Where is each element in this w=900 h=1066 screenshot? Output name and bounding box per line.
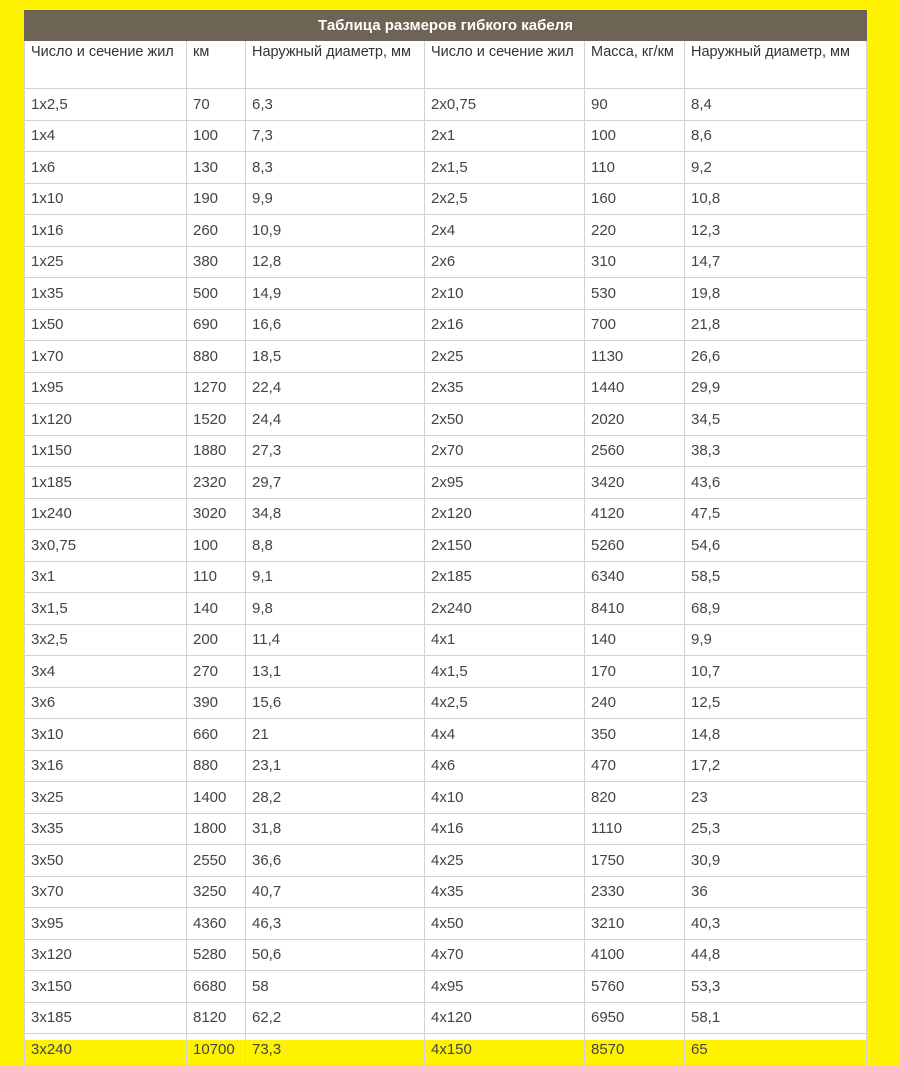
cell-outer-diameter-1: 73,3 bbox=[246, 1034, 425, 1066]
cell-outer-diameter-2: 58,1 bbox=[685, 1002, 867, 1034]
table-row bbox=[25, 845, 867, 877]
cell-outer-diameter-2: 17,2 bbox=[685, 750, 867, 782]
cell-outer-diameter-1: 11,4 bbox=[246, 624, 425, 656]
cell-mass: 2020 bbox=[585, 404, 685, 436]
cell-outer-diameter-1: 10,9 bbox=[246, 215, 425, 247]
cell-km: 380 bbox=[187, 246, 246, 278]
cell-km: 880 bbox=[187, 750, 246, 782]
table-row bbox=[25, 782, 867, 814]
cell-mass: 310 bbox=[585, 246, 685, 278]
table-title-row bbox=[25, 11, 867, 41]
cell-mass: 220 bbox=[585, 215, 685, 247]
cell-cores-section-1: 3x150 bbox=[25, 971, 187, 1003]
cell-mass: 3420 bbox=[585, 467, 685, 499]
cell-cores-section-1: 3x0,75 bbox=[25, 530, 187, 562]
cell-cores-section-1: 3x6 bbox=[25, 687, 187, 719]
cell-outer-diameter-2: 30,9 bbox=[685, 845, 867, 877]
cell-km: 70 bbox=[187, 89, 246, 121]
cell-km: 4360 bbox=[187, 908, 246, 940]
cell-cores-section-2: 4x25 bbox=[425, 845, 585, 877]
cell-outer-diameter-2: 9,2 bbox=[685, 152, 867, 184]
cell-km: 200 bbox=[187, 624, 246, 656]
cell-mass: 4120 bbox=[585, 498, 685, 530]
cell-cores-section-2: 4x35 bbox=[425, 876, 585, 908]
cell-mass: 100 bbox=[585, 120, 685, 152]
cell-cores-section-1: 1x50 bbox=[25, 309, 187, 341]
cable-size-table bbox=[24, 10, 867, 1066]
cell-cores-section-1: 3x10 bbox=[25, 719, 187, 751]
table-row bbox=[25, 719, 867, 751]
cell-cores-section-1: 3x1,5 bbox=[25, 593, 187, 625]
cell-outer-diameter-2: 36 bbox=[685, 876, 867, 908]
cell-km: 5280 bbox=[187, 939, 246, 971]
cell-cores-section-2: 2x120 bbox=[425, 498, 585, 530]
cell-km: 260 bbox=[187, 215, 246, 247]
table-row bbox=[25, 467, 867, 499]
cell-cores-section-2: 2x25 bbox=[425, 341, 585, 373]
cell-km: 2550 bbox=[187, 845, 246, 877]
cell-outer-diameter-2: 9,9 bbox=[685, 624, 867, 656]
cell-outer-diameter-2: 34,5 bbox=[685, 404, 867, 436]
cell-mass: 470 bbox=[585, 750, 685, 782]
table-row bbox=[25, 183, 867, 215]
cell-cores-section-2: 2x2,5 bbox=[425, 183, 585, 215]
cell-mass: 1110 bbox=[585, 813, 685, 845]
cell-mass: 1130 bbox=[585, 341, 685, 373]
cell-mass: 240 bbox=[585, 687, 685, 719]
cell-cores-section-2: 4x95 bbox=[425, 971, 585, 1003]
cell-mass: 700 bbox=[585, 309, 685, 341]
cell-outer-diameter-1: 28,2 bbox=[246, 782, 425, 814]
cell-cores-section-2: 2x35 bbox=[425, 372, 585, 404]
cell-cores-section-1: 1x95 bbox=[25, 372, 187, 404]
cell-outer-diameter-2: 12,5 bbox=[685, 687, 867, 719]
cell-cores-section-2: 4x120 bbox=[425, 1002, 585, 1034]
cell-cores-section-1: 1x70 bbox=[25, 341, 187, 373]
cell-mass: 170 bbox=[585, 656, 685, 688]
cell-mass: 2560 bbox=[585, 435, 685, 467]
cell-outer-diameter-2: 10,8 bbox=[685, 183, 867, 215]
cell-km: 3250 bbox=[187, 876, 246, 908]
cell-outer-diameter-1: 15,6 bbox=[246, 687, 425, 719]
table-row bbox=[25, 624, 867, 656]
cell-outer-diameter-2: 8,6 bbox=[685, 120, 867, 152]
cell-outer-diameter-1: 16,6 bbox=[246, 309, 425, 341]
cell-cores-section-2: 2x150 bbox=[425, 530, 585, 562]
header-cores-section-2: Число и сечение жил bbox=[425, 41, 585, 89]
cell-mass: 8410 bbox=[585, 593, 685, 625]
cell-outer-diameter-1: 9,9 bbox=[246, 183, 425, 215]
header-km: км bbox=[187, 41, 246, 89]
cell-km: 1400 bbox=[187, 782, 246, 814]
cell-cores-section-1: 1x240 bbox=[25, 498, 187, 530]
table-row bbox=[25, 1034, 867, 1066]
cell-outer-diameter-1: 24,4 bbox=[246, 404, 425, 436]
cell-outer-diameter-2: 19,8 bbox=[685, 278, 867, 310]
cell-outer-diameter-1: 58 bbox=[246, 971, 425, 1003]
table-row bbox=[25, 152, 867, 184]
cell-cores-section-2: 4x4 bbox=[425, 719, 585, 751]
cell-mass: 1750 bbox=[585, 845, 685, 877]
cell-cores-section-1: 1x2,5 bbox=[25, 89, 187, 121]
cell-cores-section-1: 1x6 bbox=[25, 152, 187, 184]
cell-cores-section-2: 2x10 bbox=[425, 278, 585, 310]
cell-outer-diameter-2: 58,5 bbox=[685, 561, 867, 593]
header-outer-diameter-2: Наружный диаметр, мм bbox=[685, 41, 867, 89]
cell-cores-section-2: 2x1 bbox=[425, 120, 585, 152]
cell-outer-diameter-2: 68,9 bbox=[685, 593, 867, 625]
cell-outer-diameter-1: 29,7 bbox=[246, 467, 425, 499]
cell-km: 2320 bbox=[187, 467, 246, 499]
cell-cores-section-1: 1x25 bbox=[25, 246, 187, 278]
cell-outer-diameter-2: 26,6 bbox=[685, 341, 867, 373]
cell-outer-diameter-2: 65 bbox=[685, 1034, 867, 1066]
table-row bbox=[25, 215, 867, 247]
cell-outer-diameter-2: 8,4 bbox=[685, 89, 867, 121]
cell-cores-section-1: 1x150 bbox=[25, 435, 187, 467]
cell-cores-section-1: 3x50 bbox=[25, 845, 187, 877]
cell-cores-section-1: 1x10 bbox=[25, 183, 187, 215]
cell-mass: 530 bbox=[585, 278, 685, 310]
cell-outer-diameter-1: 23,1 bbox=[246, 750, 425, 782]
table-row bbox=[25, 435, 867, 467]
cell-outer-diameter-2: 29,9 bbox=[685, 372, 867, 404]
cell-mass: 140 bbox=[585, 624, 685, 656]
cell-cores-section-1: 3x120 bbox=[25, 939, 187, 971]
cell-cores-section-2: 4x10 bbox=[425, 782, 585, 814]
cell-outer-diameter-1: 46,3 bbox=[246, 908, 425, 940]
table-row bbox=[25, 561, 867, 593]
cell-cores-section-1: 3x2,5 bbox=[25, 624, 187, 656]
cell-cores-section-2: 2x50 bbox=[425, 404, 585, 436]
cell-outer-diameter-2: 12,3 bbox=[685, 215, 867, 247]
table-row bbox=[25, 278, 867, 310]
cell-mass: 820 bbox=[585, 782, 685, 814]
cell-km: 140 bbox=[187, 593, 246, 625]
cell-outer-diameter-1: 62,2 bbox=[246, 1002, 425, 1034]
cell-km: 10700 bbox=[187, 1034, 246, 1066]
table-header-row bbox=[25, 41, 867, 89]
cell-outer-diameter-1: 7,3 bbox=[246, 120, 425, 152]
cell-outer-diameter-2: 10,7 bbox=[685, 656, 867, 688]
cell-outer-diameter-1: 18,5 bbox=[246, 341, 425, 373]
cell-outer-diameter-1: 6,3 bbox=[246, 89, 425, 121]
cell-cores-section-1: 1x16 bbox=[25, 215, 187, 247]
table-row bbox=[25, 530, 867, 562]
cell-km: 100 bbox=[187, 120, 246, 152]
table-row bbox=[25, 939, 867, 971]
cell-outer-diameter-2: 14,7 bbox=[685, 246, 867, 278]
table-body bbox=[25, 89, 867, 1066]
cell-km: 6680 bbox=[187, 971, 246, 1003]
cell-cores-section-2: 2x185 bbox=[425, 561, 585, 593]
table-row bbox=[25, 498, 867, 530]
cell-cores-section-2: 2x95 bbox=[425, 467, 585, 499]
table-row bbox=[25, 309, 867, 341]
cell-outer-diameter-2: 21,8 bbox=[685, 309, 867, 341]
cell-km: 500 bbox=[187, 278, 246, 310]
table-row bbox=[25, 908, 867, 940]
cell-cores-section-2: 2x70 bbox=[425, 435, 585, 467]
cell-outer-diameter-2: 23 bbox=[685, 782, 867, 814]
table-row bbox=[25, 876, 867, 908]
table-row bbox=[25, 246, 867, 278]
cell-cores-section-2: 4x150 bbox=[425, 1034, 585, 1066]
cell-outer-diameter-1: 8,8 bbox=[246, 530, 425, 562]
cell-cores-section-2: 2x4 bbox=[425, 215, 585, 247]
cell-cores-section-2: 4x50 bbox=[425, 908, 585, 940]
header-outer-diameter-1: Наружный диаметр, мм bbox=[246, 41, 425, 89]
cell-cores-section-1: 3x16 bbox=[25, 750, 187, 782]
cell-outer-diameter-1: 34,8 bbox=[246, 498, 425, 530]
cell-outer-diameter-1: 9,8 bbox=[246, 593, 425, 625]
cell-cores-section-2: 2x1,5 bbox=[425, 152, 585, 184]
cell-cores-section-2: 2x6 bbox=[425, 246, 585, 278]
table-row bbox=[25, 656, 867, 688]
cell-km: 1880 bbox=[187, 435, 246, 467]
cell-cores-section-1: 3x25 bbox=[25, 782, 187, 814]
table-row bbox=[25, 341, 867, 373]
cell-mass: 4100 bbox=[585, 939, 685, 971]
cell-km: 390 bbox=[187, 687, 246, 719]
cell-cores-section-2: 2x0,75 bbox=[425, 89, 585, 121]
cell-km: 880 bbox=[187, 341, 246, 373]
cell-km: 660 bbox=[187, 719, 246, 751]
cell-cores-section-2: 2x240 bbox=[425, 593, 585, 625]
cell-outer-diameter-2: 25,3 bbox=[685, 813, 867, 845]
cell-mass: 6950 bbox=[585, 1002, 685, 1034]
table-title: Таблица размеров гибкого кабеля bbox=[25, 11, 867, 41]
cell-outer-diameter-1: 27,3 bbox=[246, 435, 425, 467]
table-row bbox=[25, 372, 867, 404]
cell-mass: 110 bbox=[585, 152, 685, 184]
table-row bbox=[25, 750, 867, 782]
cell-outer-diameter-1: 31,8 bbox=[246, 813, 425, 845]
cell-mass: 5260 bbox=[585, 530, 685, 562]
cell-cores-section-1: 3x240 bbox=[25, 1034, 187, 1066]
cell-km: 1270 bbox=[187, 372, 246, 404]
cell-outer-diameter-2: 14,8 bbox=[685, 719, 867, 751]
cell-km: 3020 bbox=[187, 498, 246, 530]
cell-cores-section-1: 3x1 bbox=[25, 561, 187, 593]
cell-km: 8120 bbox=[187, 1002, 246, 1034]
cell-outer-diameter-1: 8,3 bbox=[246, 152, 425, 184]
cell-outer-diameter-1: 13,1 bbox=[246, 656, 425, 688]
header-cores-section-1: Число и сечение жил bbox=[25, 41, 187, 89]
cell-km: 130 bbox=[187, 152, 246, 184]
cable-size-table-container bbox=[24, 10, 866, 1058]
table-row bbox=[25, 593, 867, 625]
cell-cores-section-1: 1x4 bbox=[25, 120, 187, 152]
cell-outer-diameter-1: 40,7 bbox=[246, 876, 425, 908]
cell-cores-section-2: 4x16 bbox=[425, 813, 585, 845]
table-row bbox=[25, 404, 867, 436]
cell-outer-diameter-1: 14,9 bbox=[246, 278, 425, 310]
cell-cores-section-1: 1x120 bbox=[25, 404, 187, 436]
cell-cores-section-1: 3x95 bbox=[25, 908, 187, 940]
table-row bbox=[25, 971, 867, 1003]
cell-cores-section-2: 4x6 bbox=[425, 750, 585, 782]
cell-outer-diameter-1: 22,4 bbox=[246, 372, 425, 404]
cell-cores-section-1: 1x35 bbox=[25, 278, 187, 310]
table-row bbox=[25, 687, 867, 719]
cell-mass: 1440 bbox=[585, 372, 685, 404]
cell-km: 690 bbox=[187, 309, 246, 341]
cell-cores-section-2: 4x1,5 bbox=[425, 656, 585, 688]
cell-outer-diameter-2: 47,5 bbox=[685, 498, 867, 530]
table-row bbox=[25, 89, 867, 121]
cell-km: 270 bbox=[187, 656, 246, 688]
cell-mass: 6340 bbox=[585, 561, 685, 593]
table-row bbox=[25, 813, 867, 845]
table-row bbox=[25, 1002, 867, 1034]
cell-cores-section-1: 3x70 bbox=[25, 876, 187, 908]
cell-cores-section-1: 3x35 bbox=[25, 813, 187, 845]
cell-cores-section-1: 3x185 bbox=[25, 1002, 187, 1034]
cell-mass: 160 bbox=[585, 183, 685, 215]
cell-mass: 5760 bbox=[585, 971, 685, 1003]
cell-km: 1800 bbox=[187, 813, 246, 845]
cell-cores-section-2: 2x16 bbox=[425, 309, 585, 341]
cell-outer-diameter-1: 36,6 bbox=[246, 845, 425, 877]
cell-outer-diameter-1: 12,8 bbox=[246, 246, 425, 278]
cell-mass: 2330 bbox=[585, 876, 685, 908]
cell-mass: 3210 bbox=[585, 908, 685, 940]
cell-cores-section-2: 4x1 bbox=[425, 624, 585, 656]
cell-km: 110 bbox=[187, 561, 246, 593]
cell-outer-diameter-2: 54,6 bbox=[685, 530, 867, 562]
cell-outer-diameter-2: 38,3 bbox=[685, 435, 867, 467]
cell-outer-diameter-1: 21 bbox=[246, 719, 425, 751]
cell-mass: 90 bbox=[585, 89, 685, 121]
header-mass: Масса, кг/км bbox=[585, 41, 685, 89]
cell-km: 190 bbox=[187, 183, 246, 215]
cell-cores-section-1: 1x185 bbox=[25, 467, 187, 499]
cell-mass: 8570 bbox=[585, 1034, 685, 1066]
cell-cores-section-2: 4x70 bbox=[425, 939, 585, 971]
cell-outer-diameter-1: 50,6 bbox=[246, 939, 425, 971]
cell-outer-diameter-2: 53,3 bbox=[685, 971, 867, 1003]
cell-cores-section-1: 3x4 bbox=[25, 656, 187, 688]
cell-outer-diameter-2: 44,8 bbox=[685, 939, 867, 971]
cell-outer-diameter-2: 43,6 bbox=[685, 467, 867, 499]
table-row bbox=[25, 120, 867, 152]
cell-mass: 350 bbox=[585, 719, 685, 751]
cell-km: 100 bbox=[187, 530, 246, 562]
cell-cores-section-2: 4x2,5 bbox=[425, 687, 585, 719]
cell-km: 1520 bbox=[187, 404, 246, 436]
cell-outer-diameter-2: 40,3 bbox=[685, 908, 867, 940]
cell-outer-diameter-1: 9,1 bbox=[246, 561, 425, 593]
